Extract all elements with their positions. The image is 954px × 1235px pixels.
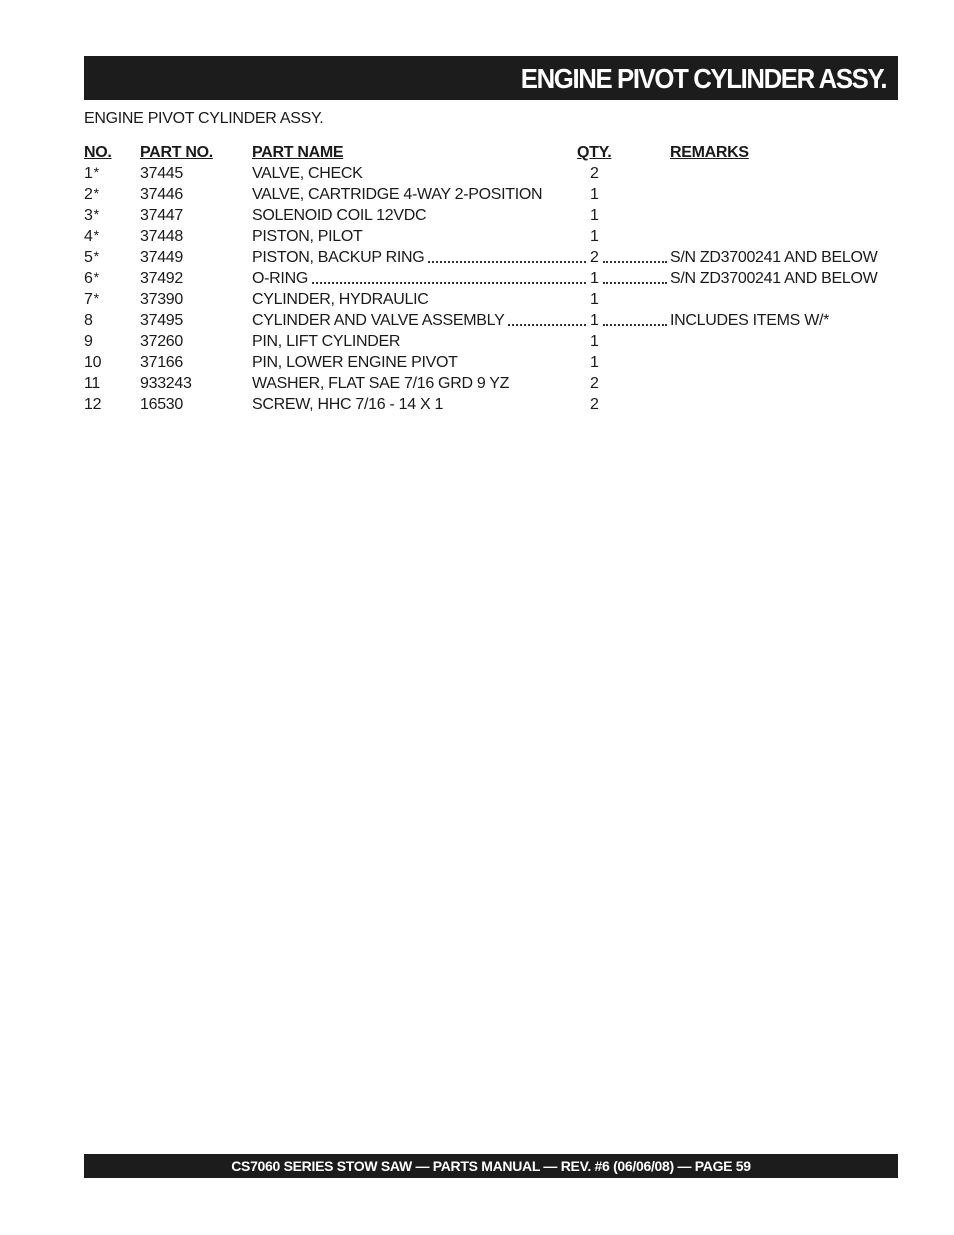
item-no-cell — [84, 352, 102, 373]
quantity: 1 — [590, 291, 599, 308]
included-item-marker: * — [93, 248, 99, 264]
item-no: 10 — [84, 354, 102, 371]
item-no: 7 — [84, 291, 93, 308]
item-no-cell — [84, 268, 99, 289]
column-header-part-no: PART NO. — [140, 144, 213, 161]
item-no: 12 — [84, 396, 102, 413]
part-name: PISTON, PILOT — [252, 228, 363, 245]
table-row — [84, 184, 898, 205]
item-no: 2 — [84, 186, 93, 203]
part-name: WASHER, FLAT SAE 7/16 GRD 9 YZ — [252, 375, 510, 392]
remarks: S/N ZD3700241 AND BELOW — [670, 249, 878, 266]
footer-text: CS7060 SERIES STOW SAW — PARTS MANUAL — REV. #6 (06/06/08) — PAGE 59 — [231, 1158, 751, 1174]
part-name: CYLINDER AND VALVE ASSEMBLY — [252, 312, 505, 329]
item-no: 6 — [84, 270, 93, 287]
included-item-marker: * — [93, 269, 99, 285]
part-name: PIN, LOWER ENGINE PIVOT — [252, 354, 458, 371]
table-row — [84, 310, 898, 331]
part-number: 37448 — [140, 228, 183, 245]
item-no-cell — [84, 226, 99, 247]
item-no: 4 — [84, 228, 93, 245]
column-header-qty: QTY. — [577, 144, 612, 161]
quantity: 1 — [590, 228, 599, 245]
part-number: 37390 — [140, 291, 183, 308]
part-number: 37166 — [140, 354, 183, 371]
quantity: 1 — [590, 270, 599, 287]
part-number: 37446 — [140, 186, 183, 203]
table-row — [84, 205, 898, 226]
table-row — [84, 331, 898, 352]
item-no-cell — [84, 163, 99, 184]
item-no-cell — [84, 205, 99, 226]
column-header-part-name: PART NAME — [252, 144, 344, 161]
table-row — [84, 247, 898, 268]
quantity: 2 — [590, 165, 599, 182]
quantity: 1 — [590, 354, 599, 371]
table-header-row — [84, 142, 898, 163]
column-header-remarks: REMARKS — [670, 144, 749, 161]
included-item-marker: * — [93, 206, 99, 222]
table-body — [84, 163, 898, 415]
quantity: 1 — [590, 312, 599, 329]
quantity: 2 — [590, 396, 599, 413]
item-no-cell — [84, 331, 94, 352]
table-row — [84, 373, 898, 394]
part-number: 37492 — [140, 270, 183, 287]
page-title: ENGINE PIVOT CYLINDER ASSY. — [520, 63, 886, 94]
item-no: 1 — [84, 165, 93, 182]
remarks: INCLUDES ITEMS W/* — [670, 312, 830, 329]
dot-leader — [603, 324, 667, 326]
remarks: S/N ZD3700241 AND BELOW — [670, 270, 878, 287]
item-no: 8 — [84, 312, 93, 329]
table-row — [84, 289, 898, 310]
item-no: 9 — [84, 333, 93, 350]
part-number: 37260 — [140, 333, 183, 350]
table-row — [84, 268, 898, 289]
part-name: SOLENOID COIL 12VDC — [252, 207, 427, 224]
quantity: 2 — [590, 375, 599, 392]
part-name: VALVE, CARTRIDGE 4-WAY 2-POSITION — [252, 186, 543, 203]
part-name: O-RING — [252, 270, 308, 287]
item-no-cell — [84, 373, 101, 394]
dot-leader — [508, 324, 586, 326]
item-no: 5 — [84, 249, 93, 266]
page-footer-bar — [84, 1154, 898, 1178]
item-no: 3 — [84, 207, 93, 224]
item-no-cell — [84, 310, 94, 331]
quantity: 2 — [590, 249, 599, 266]
part-name: SCREW, HHC 7/16 - 14 X 1 — [252, 396, 444, 413]
dot-leader — [603, 282, 667, 284]
dot-leader — [428, 261, 586, 263]
table-row — [84, 394, 898, 415]
included-item-marker: * — [93, 227, 99, 243]
parts-table — [84, 142, 898, 415]
included-item-marker: * — [93, 290, 99, 306]
included-item-marker: * — [93, 164, 99, 180]
part-number: 37445 — [140, 165, 183, 182]
item-no: 11 — [84, 375, 101, 392]
quantity: 1 — [590, 186, 599, 203]
dot-leader — [312, 282, 586, 284]
part-number: 933243 — [140, 375, 192, 392]
part-number: 37495 — [140, 312, 183, 329]
part-name: VALVE, CHECK — [252, 165, 363, 182]
part-number: 16530 — [140, 396, 183, 413]
part-name: PISTON, BACKUP RING — [252, 249, 425, 266]
part-number: 37447 — [140, 207, 183, 224]
table-row — [84, 226, 898, 247]
part-number: 37449 — [140, 249, 183, 266]
included-item-marker: * — [93, 185, 99, 201]
quantity: 1 — [590, 207, 599, 224]
item-no-cell — [84, 184, 99, 205]
part-name: CYLINDER, HYDRAULIC — [252, 291, 429, 308]
column-header-no: NO. — [84, 144, 112, 161]
part-name: PIN, LIFT CYLINDER — [252, 333, 401, 350]
page-header-bar — [84, 56, 898, 100]
dot-leader — [603, 261, 667, 263]
section-subtitle: ENGINE PIVOT CYLINDER ASSY. — [84, 110, 324, 127]
table-row — [84, 352, 898, 373]
table-row — [84, 163, 898, 184]
quantity: 1 — [590, 333, 599, 350]
item-no-cell — [84, 394, 102, 415]
item-no-cell — [84, 289, 99, 310]
item-no-cell — [84, 247, 99, 268]
